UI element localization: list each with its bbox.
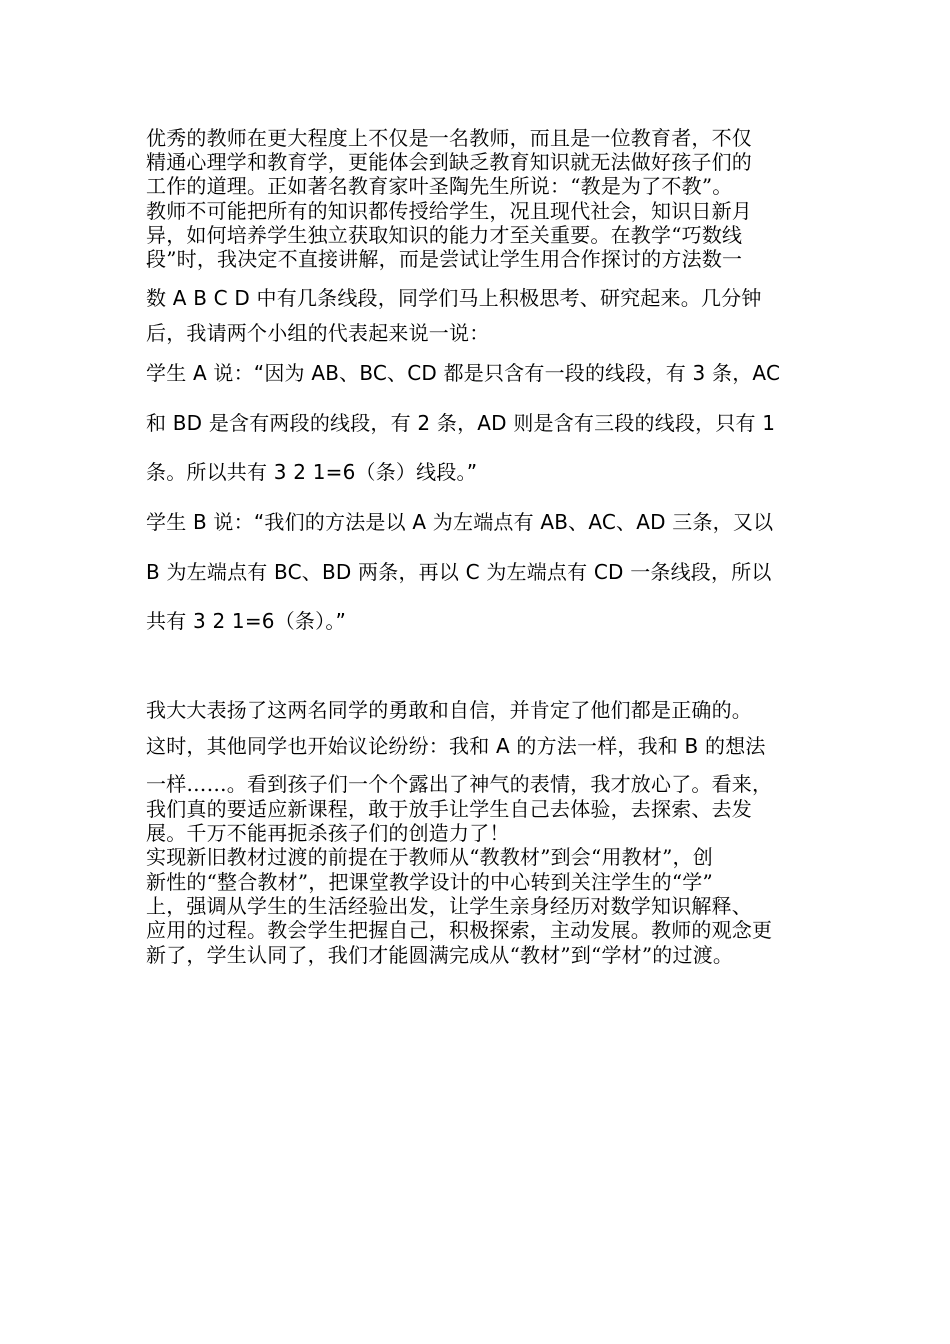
text-line: 学生 B 说：“我们的方法是以 A 为左端点有 AB、AC、AD 三条，又以	[146, 510, 774, 534]
text-line: 新性的“整合教材”，把课堂教学设计的中心转到关注学生的“学”	[146, 870, 713, 894]
text-line: 一样……。看到孩子们一个个露出了神气的表情，我才放心了。看来，	[146, 772, 773, 796]
text-line: 应用的过程。教会学生把握自己，积极探索，主动发展。教师的观念更	[146, 918, 773, 942]
text-line: 优秀的教师在更大程度上不仅是一名教师，而且是一位教育者，不仅	[146, 126, 752, 150]
text-line: 和 BD 是含有两段的线段，有 2 条，AD 则是含有三段的线段，只有 1	[146, 411, 776, 435]
text-line: 新了，学生认同了，我们才能圆满完成从“教材”到“学材”的过渡。	[146, 943, 734, 967]
text-line: 段”时，我决定不直接讲解，而是尝试让学生用合作探讨的方法数一	[146, 247, 743, 271]
text-line: 教师不可能把所有的知识都传授给学生，况且现代社会，知识日新月	[146, 199, 752, 223]
text-line: 这时，其他同学也开始议论纷纷：我和 A 的方法一样，我和 B 的想法	[146, 734, 766, 758]
text-line: 异，如何培养学生独立获取知识的能力才至关重要。在教学“巧数线	[146, 223, 743, 247]
text-line: 上，强调从学生的生活经验出发，让学生亲身经历对数学知识解释、	[146, 894, 752, 918]
text-line: 我们真的要适应新课程，敢于放手让学生自己去体验，去探索、去发	[146, 797, 752, 821]
text-line: 精通心理学和教育学，更能体会到缺乏教育知识就无法做好孩子们的	[146, 150, 752, 174]
text-line: 条。所以共有 3 2 1=6（条）线段。”	[146, 460, 478, 484]
text-line: 展。千万不能再扼杀孩子们的创造力了！	[146, 821, 510, 845]
text-line: 后，我请两个小组的代表起来说一说：	[146, 321, 490, 345]
text-line: 共有 3 2 1=6（条）。”	[146, 609, 347, 633]
text-line: B 为左端点有 BC、BD 两条，再以 C 为左端点有 CD 一条线段，所以	[146, 560, 772, 584]
text-line: 学生 A 说：“因为 AB、BC、CD 都是只含有一段的线段，有 3 条，AC	[146, 361, 781, 385]
text-line: 我大大表扬了这两名同学的勇敢和自信，并肯定了他们都是正确的。	[146, 698, 752, 722]
text-line: 数 A B C D 中有几条线段，同学们马上积极思考、研究起来。几分钟	[146, 286, 762, 310]
text-line: 工作的道理。正如著名教育家叶圣陶先生所说：“教是为了不教”。	[146, 174, 733, 198]
text-line: 实现新旧教材过渡的前提在于教师从“教教材”到会“用教材”，创	[146, 845, 713, 869]
